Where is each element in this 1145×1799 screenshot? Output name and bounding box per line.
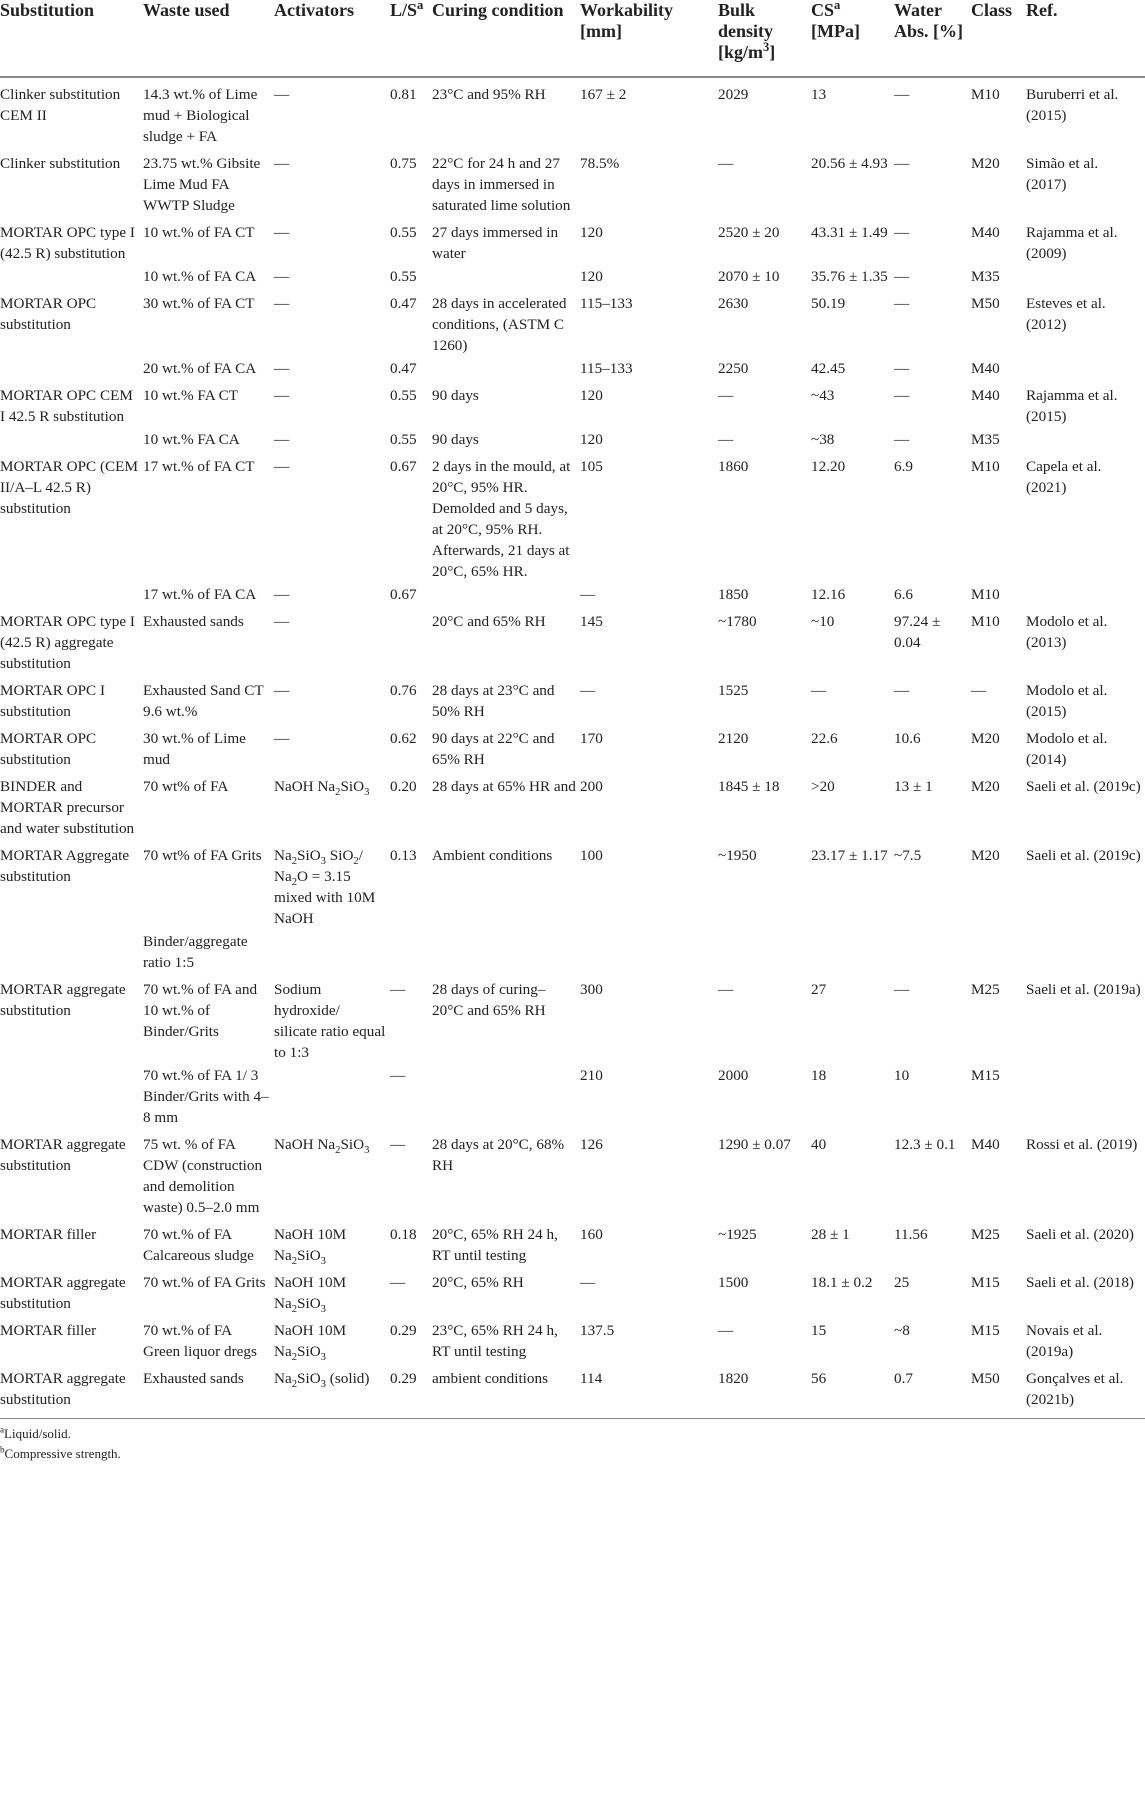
cell-substitution: MORTAR aggregate substitution [0,1370,126,1408]
cell-ls: 0.55 [390,387,417,404]
cell-bulk-density: 2120 [718,730,749,747]
cell-class: M15 [971,1067,1000,1084]
cell-substitution: MORTAR OPC substitution [0,730,97,768]
cell-activators: — [274,431,290,448]
cell-workability: 170 [580,730,603,747]
cell-cs: 35.76 ± 1.35 [811,268,888,285]
cell-activators: — [274,224,290,241]
cell-ref [1026,929,1145,973]
cell-ref [1026,582,1145,605]
cell-ref [1026,427,1145,450]
cell-waste: 30 wt.% of FA CT [143,295,255,312]
header-cs: $CS^a$ [MPa] [811,0,860,41]
cell-workability: — [580,1274,596,1291]
cell-bulk-density: 2250 [718,360,749,377]
cell-bulk-density: 2630 [718,295,749,312]
cell-ref: Gonçalves et al. (2021b) [1026,1370,1124,1408]
cell-workability: 120 [580,387,603,404]
cell-substitution [0,264,143,287]
cell-activators: — [274,295,290,312]
cell-ls: 0.55 [390,268,417,285]
cell-ls: 0.62 [390,730,417,747]
table-row [0,973,1145,1063]
cell-substitution: MORTAR filler [0,1226,97,1243]
cell-water-abs: — [894,431,910,448]
cell-bulk-density: 1525 [718,682,749,699]
footnote-a: $^a$Liquid/solid. [0,1424,71,1441]
cell-cs: 43.31 ± 1.49 [811,224,888,241]
cell-ref: Rossi et al. (2019) [1026,1136,1138,1153]
cell-ls: 0.18 [390,1226,417,1243]
header-row [0,0,1145,77]
cell-waste: 70 wt.% of FA Green liquor dregs [143,1322,257,1360]
cell-water-abs: 6.6 [894,586,913,603]
cell-substitution: MORTAR aggregate substitution [0,981,126,1019]
cell-ref [1026,264,1145,287]
cell-curing [432,929,580,973]
cell-class: M40 [971,360,1000,377]
cell-waste: 75 wt. % of FA CDW (construction and demolition waste) 0.5–2.0 mm [143,1136,263,1216]
cell-water-abs: 10 [894,1067,910,1084]
cell-workability: — [580,682,596,699]
cell-substitution [0,582,143,605]
cell-curing: 23°C and 95% RH [432,86,546,103]
cell-class: M35 [971,268,1000,285]
cell-substitution: MORTAR aggregate substitution [0,1274,126,1312]
cell-waste: Exhausted sands [143,1370,244,1387]
cell-ls [390,929,432,973]
cell-class: M25 [971,981,1000,998]
cell-class: M40 [971,387,1000,404]
cell-ref: Saeli et al. (2018) [1026,1274,1134,1291]
cell-cs: ~43 [811,387,835,404]
cell-water-abs: — [894,295,910,312]
cell-workability: 120 [580,268,603,285]
table-row [0,427,1145,450]
cell-water-abs: — [894,268,910,285]
cell-curing [432,356,580,379]
cell-waste: 70 wt.% of FA and 10 wt.% of Binder/Grits [143,981,258,1040]
cell-cs: 42.45 [811,360,846,377]
cell-cs: 13 [811,86,827,103]
cell-workability: 210 [580,1067,603,1084]
cell-waste: 10 wt.% of FA CT [143,224,255,241]
cell-bulk-density: 1850 [718,586,749,603]
cell-curing: 28 days at 65% HR and [432,778,576,795]
cell-waste: 14.3 wt.% of Lime mud + Biological sludge + FA [143,86,258,145]
cell-curing: 90 days [432,387,479,404]
table-row [0,216,1145,264]
cell-ls: — [390,1067,406,1084]
cell-ls: 0.55 [390,224,417,241]
table-row [0,1362,1145,1410]
cell-ref: Simão et al. (2017) [1026,155,1099,193]
cell-waste: 10 wt.% of FA CA [143,268,257,285]
cell-activators: — [274,387,290,404]
cell-workability: 200 [580,778,603,795]
cell-waste: 70 wt% of FA [143,778,229,795]
header-bulk-density: Bulk density $[kg/m^3]$ [718,0,776,62]
cell-cs: 12.16 [811,586,846,603]
cell-cs: 23.17 ± 1.17 [811,847,888,864]
table-row [0,839,1145,929]
cell-ref: Saeli et al. (2019a) [1026,981,1141,998]
cell-class: M15 [971,1274,1000,1291]
cell-activators: NaOH $Na_2SiO_3$ [274,1136,370,1157]
cell-cs: 50.19 [811,295,846,312]
cell-substitution [0,427,143,450]
cell-curing: 90 days at 22°C and 65% RH [432,730,555,768]
cell-bulk-density: 2029 [718,86,749,103]
cell-class: M40 [971,1136,1000,1153]
cell-ref: Modolo et al. (2014) [1026,730,1108,768]
cell-water-abs: 25 [894,1274,910,1291]
table-row [0,147,1145,216]
table-row [0,356,1145,379]
cell-workability: 137.5 [580,1322,615,1339]
table-row [0,287,1145,356]
cell-water-abs: — [894,224,910,241]
cell-ls: 0.29 [390,1322,417,1339]
cell-activators: — [274,360,290,377]
cell-class: — [971,682,987,699]
cell-workability: 105 [580,458,603,475]
cell-bulk-density: — [718,1322,734,1339]
cell-curing: 90 days [432,431,479,448]
cell-bulk-density: 2070 ± 10 [718,268,780,285]
cell-substitution: MORTAR OPC (CEM II/A–L 42.5 R) substitution [0,458,138,517]
cell-ls: 0.29 [390,1370,417,1387]
cell-substitution: MORTAR OPC I substitution [0,682,106,720]
cell-bulk-density: 1290 ± 0.07 [718,1136,791,1153]
cell-class: M10 [971,586,1000,603]
cell-workability: — [580,586,596,603]
cell-class: M10 [971,458,1000,475]
cell-bulk-density: ~1780 [718,613,757,630]
cell-curing [432,264,580,287]
cell-water-abs: — [894,981,910,998]
cell-class: M40 [971,224,1000,241]
cell-cs: 15 [811,1322,827,1339]
cell-activators: NaOH $Na_2SiO_3$ [274,778,370,799]
cell-activators: — [274,730,290,747]
cell-bulk-density: 1500 [718,1274,749,1291]
table-row [0,1314,1145,1362]
cell-ref: Rajamma et al. (2015) [1026,387,1118,425]
cell-waste: 17 wt.% of FA CT [143,458,255,475]
cell-bulk-density: ~1950 [718,847,757,864]
cell-curing: 20°C and 65% RH [432,613,546,630]
cell-bulk-density: 2520 ± 20 [718,224,780,241]
cell-substitution [0,1063,143,1128]
cell-cs: ~38 [811,431,835,448]
cell-workability [580,929,718,973]
cell-cs: 40 [811,1136,827,1153]
cell-cs: ~10 [811,613,835,630]
cell-activators: $Na_2SiO_3$ SiO$_2$/ $Na_2O = 3.15$ mixed with 10M NaOH [274,847,376,927]
header-water-abs: Water Abs. [%] [894,0,964,41]
header-curing: Curing condition [432,0,564,20]
header-waste: Waste used [143,0,230,20]
cell-water-abs: 6.9 [894,458,913,475]
cell-cs: 28 ± 1 [811,1226,850,1243]
cell-bulk-density: 2000 [718,1067,749,1084]
cell-cs: 20.56 ± 4.93 [811,155,888,172]
cell-curing [432,1063,580,1128]
cell-ref [1026,1063,1145,1128]
cell-activators: — [274,586,290,603]
cell-water-abs: ~8 [894,1322,910,1339]
cell-water-abs: — [894,682,910,699]
cell-activators: — [274,458,290,475]
cell-ls: — [390,1274,406,1291]
cell-workability: 114 [580,1370,603,1387]
cell-curing: 28 days at 23°C and 50% RH [432,682,555,720]
cell-ref: Modolo et al. (2015) [1026,682,1108,720]
header-class: Class [971,0,1013,20]
cell-cs: 12.20 [811,458,846,475]
cell-workability: 120 [580,431,603,448]
cell-bulk-density: — [718,387,734,404]
cell-ls: 0.13 [390,847,417,864]
cell-ls: — [390,1136,406,1153]
cell-ls [390,605,432,674]
cell-curing: 28 days in accelerated conditions, (ASTM C 1260) [432,295,567,354]
cell-bulk-density: — [718,155,734,172]
cell-workability: 100 [580,847,603,864]
cell-workability: 115–133 [580,295,633,312]
cell-curing [432,582,580,605]
cell-water-abs: 11.56 [894,1226,928,1243]
cell-ls: 0.75 [390,155,417,172]
cell-class: M20 [971,730,1000,747]
cell-ref: Saeli et al. (2019c) [1026,847,1141,864]
cell-curing: ambient conditions [432,1370,548,1387]
cell-cs: — [811,682,827,699]
cell-ls: 0.47 [390,295,417,312]
cell-ls: — [390,981,406,998]
cell-class: M35 [971,431,1000,448]
cell-activators [274,1063,390,1128]
cell-water-abs: 13 ± 1 [894,778,933,795]
cell-ls: 0.47 [390,360,417,377]
cell-water-abs: 10.6 [894,730,921,747]
cell-bulk-density: 1845 ± 18 [718,778,780,795]
cell-ls: 0.55 [390,431,417,448]
cell-workability: 145 [580,613,603,630]
cell-cs: 27 [811,981,827,998]
cell-water-abs: ~7.5 [894,847,922,864]
cell-water-abs: — [894,387,910,404]
cell-class: M20 [971,778,1000,795]
cell-workability: 126 [580,1136,603,1153]
cell-water-abs [894,929,971,973]
cell-waste: 10 wt.% FA CA [143,431,240,448]
table-row [0,77,1145,147]
cell-ref [1026,356,1145,379]
table-bottom-rule [0,1418,1145,1419]
table-body [0,77,1145,1410]
cell-class: M50 [971,1370,1000,1387]
table-row [0,605,1145,674]
cell-workability: 78.5% [580,155,620,172]
cell-bulk-density: — [718,981,734,998]
cell-cs: 18.1 ± 0.2 [811,1274,873,1291]
table-row [0,722,1145,770]
cell-curing: 22°C for 24 h and 27 days in immersed in saturated lime solution [432,155,571,214]
table-row [0,929,1145,973]
cell-workability: 115–133 [580,360,633,377]
cell-activators: — [274,86,290,103]
cell-waste: 70 wt.% of FA Grits [143,1274,266,1291]
table-row [0,450,1145,582]
cell-ref: Esteves et al. (2012) [1026,295,1106,333]
cell-class: M15 [971,1322,1000,1339]
cell-water-abs: 97.24 ± 0.04 [894,613,941,651]
cell-substitution: MORTAR OPC type I (42.5 R) substitution [0,224,135,262]
header-ls: $L/S^a$ [390,0,424,20]
header-substitution: Substitution [0,0,95,20]
table-row [0,674,1145,722]
cell-activators: NaOH 10M $Na_2SiO_3$ [274,1274,347,1316]
table-row [0,264,1145,287]
cell-workability: 167 ± 2 [580,86,627,103]
cell-class: M10 [971,86,1000,103]
cell-substitution: MORTAR OPC CEM I 42.5 R substitution [0,387,133,425]
cell-ref: Buruberri et al. (2015) [1026,86,1119,124]
table-row [0,379,1145,427]
cell-activators: — [274,613,290,630]
cell-curing: 23°C, 65% RH 24 h, RT until testing [432,1322,558,1360]
cell-substitution: MORTAR Aggregate substitution [0,847,130,885]
cell-ls: 0.20 [390,778,417,795]
cell-waste: 20 wt.% of FA CA [143,360,257,377]
cell-curing: 20°C, 65% RH [432,1274,524,1291]
cell-curing: 28 days of curing–20°C and 65% RH [432,981,546,1019]
cell-cs: >20 [811,778,835,795]
cell-curing: Ambient conditions [432,847,553,864]
cell-ref: Rajamma et al. (2009) [1026,224,1118,262]
cell-activators: NaOH 10M $Na_2SiO_3$ [274,1322,347,1364]
header-ref: Ref. [1026,0,1058,20]
table-row [0,582,1145,605]
cell-substitution: Clinker substitution CEM II [0,86,121,124]
cell-bulk-density: 1860 [718,458,749,475]
cell-ls: 0.76 [390,682,417,699]
cell-substitution: MORTAR OPC type I (42.5 R) aggregate substitution [0,613,135,672]
cell-cs: 18 [811,1067,827,1084]
table-row [0,1128,1145,1218]
cell-water-abs: 0.7 [894,1370,913,1387]
cell-ref: Novais et al. (2019a) [1026,1322,1103,1360]
cell-bulk-density: ~1925 [718,1226,757,1243]
cell-cs [811,929,894,973]
cell-workability: 120 [580,224,603,241]
cell-activators: Sodium hydroxide/ silicate ratio equal to 1:3 [274,981,386,1061]
cell-curing: 27 days immersed in water [432,224,559,262]
cell-waste: 30 wt.% of Lime mud [143,730,246,768]
cell-activators: — [274,155,290,172]
table-row [0,1063,1145,1128]
cell-curing: 2 days in the mould, at 20°C, 95% HR. Demolded and 5 days, at 20°C, 95% RH. Afterwards, 21 days at 20°C, 65% HR. [432,458,571,580]
cell-substitution: Clinker substitution [0,155,121,172]
table-row [0,770,1145,839]
cell-class: M50 [971,295,1000,312]
header-workability: Workability [mm] [580,0,674,41]
cell-activators [274,929,390,973]
cell-ls: 0.67 [390,586,417,603]
cell-ref: Saeli et al. (2019c) [1026,778,1141,795]
footnote-b: $^b$Compressive strength. [0,1444,121,1461]
cell-waste: Exhausted Sand CT 9.6 wt.% [143,682,264,720]
cell-substitution [0,356,143,379]
cell-waste: Binder/aggregate ratio 1:5 [143,933,248,971]
table-row [0,1218,1145,1266]
cell-curing: 28 days at 20°C, 68% RH [432,1136,565,1174]
cell-substitution [0,929,143,973]
cell-water-abs: — [894,155,910,172]
cell-substitution: MORTAR aggregate substitution [0,1136,126,1174]
cell-activators: NaOH 10M $Na_2SiO_3$ [274,1226,347,1268]
cell-waste: 17 wt.% of FA CA [143,586,257,603]
cell-workability: 160 [580,1226,603,1243]
cell-cs: 22.6 [811,730,838,747]
cell-water-abs: — [894,86,910,103]
header-activators: Activators [274,0,354,20]
cell-substitution: BINDER and MORTAR precursor and water substitution [0,778,135,837]
cell-bulk-density [718,929,811,973]
cell-class: M20 [971,847,1000,864]
cell-water-abs: — [894,360,910,377]
cell-class: M10 [971,613,1000,630]
cell-ls: 0.81 [390,86,417,103]
cell-workability: 300 [580,981,603,998]
cell-waste: 70 wt% of FA Grits [143,847,262,864]
cell-activators: — [274,268,290,285]
cell-waste: 70 wt.% of FA Calcareous sludge [143,1226,254,1264]
cell-ref: Saeli et al. (2020) [1026,1226,1134,1243]
cell-curing: 20°C, 65% RH 24 h, RT until testing [432,1226,558,1264]
table-row [0,1266,1145,1314]
cell-ref: Capela et al. (2021) [1026,458,1102,496]
cell-waste: 10 wt.% FA CT [143,387,239,404]
cell-substitution: MORTAR filler [0,1322,97,1339]
cell-bulk-density: — [718,431,734,448]
cell-water-abs: 12.3 ± 0.1 [894,1136,956,1153]
cell-bulk-density: 1820 [718,1370,749,1387]
cell-ref: Modolo et al. (2013) [1026,613,1108,651]
cell-class: M25 [971,1226,1000,1243]
cell-class: M20 [971,155,1000,172]
cell-substitution: MORTAR OPC substitution [0,295,97,333]
cell-class [971,929,1026,973]
cell-activators: $Na_2SiO_3$ (solid) [274,1370,370,1391]
cell-waste: 23.75 wt.% Gibsite Lime Mud FA WWTP Sludge [143,155,261,214]
cell-cs: 56 [811,1370,827,1387]
cell-waste: Exhausted sands [143,613,244,630]
cell-waste: 70 wt.% of FA 1/ 3 Binder/Grits with 4–8 mm [143,1067,269,1126]
cell-activators: — [274,682,290,699]
cell-ls: 0.67 [390,458,417,475]
